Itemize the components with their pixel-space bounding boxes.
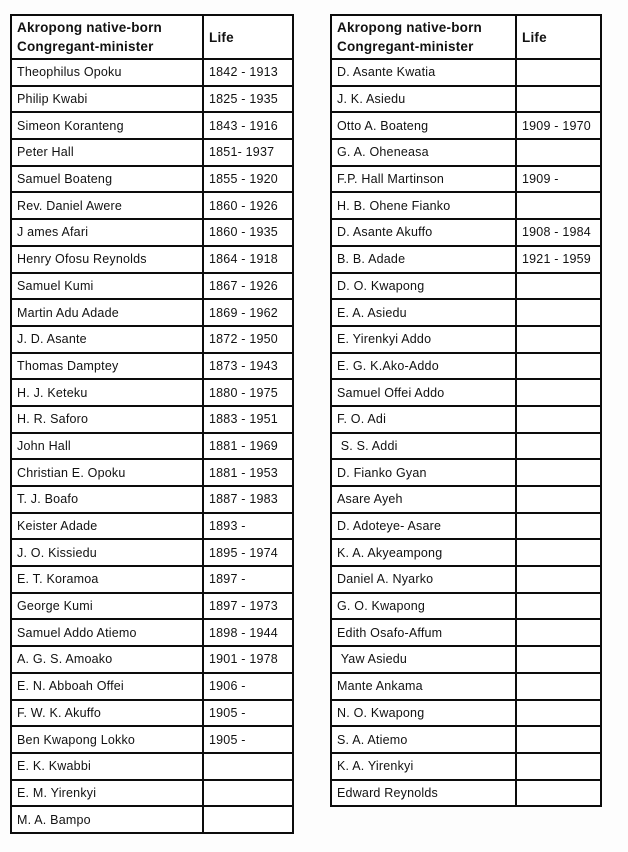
- table-row: [331, 299, 601, 326]
- life-span-cell: 1881 - 1969: [203, 433, 293, 460]
- life-span-cell: 1872 - 1950: [203, 326, 293, 353]
- table-row: [331, 406, 601, 433]
- minister-name-cell: Simeon Koranteng: [11, 112, 203, 139]
- table-row: [331, 273, 601, 300]
- table-row: [11, 246, 293, 273]
- table-row: [331, 486, 601, 513]
- table-row: [11, 192, 293, 219]
- table-row: [11, 86, 293, 113]
- life-span-cell: 1881 - 1953: [203, 459, 293, 486]
- column-header-congregant-minister: [331, 15, 516, 59]
- table-row: [331, 780, 601, 807]
- life-span-cell: [203, 780, 293, 807]
- table-row: [11, 139, 293, 166]
- life-span-cell: [516, 139, 601, 166]
- table-row: [331, 59, 601, 86]
- minister-name-cell: S. A. Atiemo: [331, 726, 516, 753]
- table-row: [331, 433, 601, 460]
- minister-name-cell: D. Asante Kwatia: [331, 59, 516, 86]
- minister-name-cell: D. O. Kwapong: [331, 273, 516, 300]
- table-row: [11, 406, 293, 433]
- life-span-cell: 1895 - 1974: [203, 539, 293, 566]
- life-span-cell: 1883 - 1951: [203, 406, 293, 433]
- minister-name-cell: J. O. Kissiedu: [11, 539, 203, 566]
- table-row: [11, 566, 293, 593]
- minister-name-cell: T. J. Boafo: [11, 486, 203, 513]
- minister-name-cell: Edith Osafo-Affum: [331, 619, 516, 646]
- life-span-cell: [516, 459, 601, 486]
- life-span-cell: [203, 753, 293, 780]
- minister-name-cell: Henry Ofosu Reynolds: [11, 246, 203, 273]
- life-span-cell: 1873 - 1943: [203, 353, 293, 380]
- life-span-cell: [516, 593, 601, 620]
- minister-name-cell: H. R. Saforo: [11, 406, 203, 433]
- minister-name-cell: J. K. Asiedu: [331, 86, 516, 113]
- life-span-cell: 1880 - 1975: [203, 379, 293, 406]
- table-row: [331, 379, 601, 406]
- table-row: [11, 539, 293, 566]
- minister-name-cell: H. B. Ohene Fianko: [331, 192, 516, 219]
- minister-name-cell: N. O. Kwapong: [331, 700, 516, 727]
- minister-name-cell: Edward Reynolds: [331, 780, 516, 807]
- life-span-cell: 1851- 1937: [203, 139, 293, 166]
- minister-name-cell: Samuel Boateng: [11, 166, 203, 193]
- life-span-cell: [516, 59, 601, 86]
- life-span-cell: [516, 780, 601, 807]
- minister-name-cell: Rev. Daniel Awere: [11, 192, 203, 219]
- life-span-cell: [516, 353, 601, 380]
- life-span-cell: 1860 - 1935: [203, 219, 293, 246]
- life-span-cell: [516, 406, 601, 433]
- minister-name-cell: Asare Ayeh: [331, 486, 516, 513]
- column-header-life: Life: [516, 15, 601, 59]
- life-span-cell: [516, 753, 601, 780]
- minister-name-cell: F.P. Hall Martinson: [331, 166, 516, 193]
- life-span-cell: [516, 726, 601, 753]
- life-span-cell: 1906 -: [203, 673, 293, 700]
- table-body: [331, 59, 601, 806]
- header-line-1: Akropong native-born: [337, 20, 482, 35]
- table-row: [11, 806, 293, 833]
- table-row: [331, 566, 601, 593]
- minister-name-cell: E. Yirenkyi Addo: [331, 326, 516, 353]
- minister-name-cell: Thomas Damptey: [11, 353, 203, 380]
- life-span-cell: 1864 - 1918: [203, 246, 293, 273]
- life-span-cell: 1867 - 1926: [203, 273, 293, 300]
- table-row: [11, 619, 293, 646]
- life-span-cell: [516, 326, 601, 353]
- life-span-cell: [516, 379, 601, 406]
- table-row: [331, 353, 601, 380]
- table-row: [331, 166, 601, 193]
- minister-name-cell: Peter Hall: [11, 139, 203, 166]
- life-span-cell: [516, 433, 601, 460]
- table-row: [331, 246, 601, 273]
- life-span-cell: 1843 - 1916: [203, 112, 293, 139]
- minister-name-cell: Samuel Kumi: [11, 273, 203, 300]
- table-row: [11, 726, 293, 753]
- life-span-cell: 1893 -: [203, 513, 293, 540]
- table-row: [331, 192, 601, 219]
- table-row: [11, 59, 293, 86]
- minister-name-cell: B. B. Adade: [331, 246, 516, 273]
- minister-name-cell: D. Adoteye- Asare: [331, 513, 516, 540]
- table-row: [331, 726, 601, 753]
- ministers-table-right: [330, 14, 602, 807]
- life-span-cell: 1901 - 1978: [203, 646, 293, 673]
- life-span-cell: 1897 - 1973: [203, 593, 293, 620]
- minister-name-cell: D. Fianko Gyan: [331, 459, 516, 486]
- table-row: [11, 459, 293, 486]
- header-line-2: Congregant-minister: [337, 39, 474, 54]
- table-body: [11, 59, 293, 833]
- minister-name-cell: E. K. Kwabbi: [11, 753, 203, 780]
- column-header-congregant-minister: [11, 15, 203, 59]
- minister-name-cell: Ben Kwapong Lokko: [11, 726, 203, 753]
- table-row: [331, 86, 601, 113]
- minister-name-cell: F. W. K. Akuffo: [11, 700, 203, 727]
- minister-name-cell: S. S. Addi: [331, 433, 516, 460]
- minister-name-cell: D. Asante Akuffo: [331, 219, 516, 246]
- life-span-cell: 1905 -: [203, 700, 293, 727]
- minister-name-cell: A. G. S. Amoako: [11, 646, 203, 673]
- table-row: [331, 139, 601, 166]
- life-span-cell: 1825 - 1935: [203, 86, 293, 113]
- minister-name-cell: Otto A. Boateng: [331, 112, 516, 139]
- life-span-cell: 1898 - 1944: [203, 619, 293, 646]
- minister-name-cell: E. G. K.Ako-Addo: [331, 353, 516, 380]
- minister-name-cell: George Kumi: [11, 593, 203, 620]
- life-span-cell: 1887 - 1983: [203, 486, 293, 513]
- table-row: [331, 753, 601, 780]
- minister-name-cell: Daniel A. Nyarko: [331, 566, 516, 593]
- minister-name-cell: Martin Adu Adade: [11, 299, 203, 326]
- minister-name-cell: J. D. Asante: [11, 326, 203, 353]
- life-span-cell: 1897 -: [203, 566, 293, 593]
- life-span-cell: [516, 619, 601, 646]
- life-span-cell: 1908 - 1984: [516, 219, 601, 246]
- minister-name-cell: Mante Ankama: [331, 673, 516, 700]
- table-row: [11, 753, 293, 780]
- header-line-2: Congregant-minister: [17, 39, 154, 54]
- life-span-cell: 1860 - 1926: [203, 192, 293, 219]
- ministers-table-left: [10, 14, 294, 834]
- table-row: [331, 326, 601, 353]
- minister-name-cell: M. A. Bampo: [11, 806, 203, 833]
- table-row: [11, 673, 293, 700]
- header-line-1: Akropong native-born: [17, 20, 162, 35]
- life-span-cell: [516, 513, 601, 540]
- minister-name-cell: Philip Kwabi: [11, 86, 203, 113]
- table-row: [11, 273, 293, 300]
- life-span-cell: [516, 486, 601, 513]
- life-span-cell: 1909 -: [516, 166, 601, 193]
- minister-name-cell: K. A. Yirenkyi: [331, 753, 516, 780]
- minister-name-cell: G. O. Kwapong: [331, 593, 516, 620]
- life-span-cell: [516, 673, 601, 700]
- table-row: [11, 780, 293, 807]
- table-row: [331, 700, 601, 727]
- table-row: [331, 112, 601, 139]
- life-span-cell: [203, 806, 293, 833]
- minister-name-cell: K. A. Akyeampong: [331, 539, 516, 566]
- minister-name-cell: E. T. Koramoa: [11, 566, 203, 593]
- life-span-cell: 1909 - 1970: [516, 112, 601, 139]
- minister-name-cell: E. M. Yirenkyi: [11, 780, 203, 807]
- life-span-cell: [516, 646, 601, 673]
- table-row: [11, 486, 293, 513]
- minister-name-cell: F. O. Adi: [331, 406, 516, 433]
- life-span-cell: 1921 - 1959: [516, 246, 601, 273]
- table-row: [331, 539, 601, 566]
- table-row: [11, 433, 293, 460]
- table-row: [331, 619, 601, 646]
- life-span-cell: 1842 - 1913: [203, 59, 293, 86]
- table-row: [11, 219, 293, 246]
- table-row: [11, 646, 293, 673]
- table-row: [11, 112, 293, 139]
- minister-name-cell: J ames Afari: [11, 219, 203, 246]
- life-span-cell: [516, 700, 601, 727]
- life-span-cell: [516, 192, 601, 219]
- table-row: [11, 353, 293, 380]
- table-header-row: [11, 15, 293, 59]
- minister-name-cell: G. A. Oheneasa: [331, 139, 516, 166]
- minister-name-cell: H. J. Keteku: [11, 379, 203, 406]
- life-span-cell: [516, 566, 601, 593]
- minister-name-cell: Samuel Addo Atiemo: [11, 619, 203, 646]
- table-row: [331, 513, 601, 540]
- table-row: [331, 219, 601, 246]
- minister-name-cell: Christian E. Opoku: [11, 459, 203, 486]
- table-row: [331, 673, 601, 700]
- minister-name-cell: E. A. Asiedu: [331, 299, 516, 326]
- minister-name-cell: E. N. Abboah Offei: [11, 673, 203, 700]
- table-row: [331, 646, 601, 673]
- life-span-cell: 1869 - 1962: [203, 299, 293, 326]
- table-row: [11, 379, 293, 406]
- minister-name-cell: Samuel Offei Addo: [331, 379, 516, 406]
- table-row: [331, 459, 601, 486]
- life-span-cell: 1905 -: [203, 726, 293, 753]
- table-header-row: [331, 15, 601, 59]
- minister-name-cell: John Hall: [11, 433, 203, 460]
- minister-name-cell: Keister Adade: [11, 513, 203, 540]
- minister-name-cell: Theophilus Opoku: [11, 59, 203, 86]
- life-span-cell: [516, 86, 601, 113]
- table-row: [11, 700, 293, 727]
- table-row: [11, 299, 293, 326]
- life-span-cell: 1855 - 1920: [203, 166, 293, 193]
- table-row: [11, 326, 293, 353]
- minister-name-cell: Yaw Asiedu: [331, 646, 516, 673]
- life-span-cell: [516, 273, 601, 300]
- column-header-life: Life: [203, 15, 293, 59]
- table-row: [11, 166, 293, 193]
- life-span-cell: [516, 299, 601, 326]
- table-row: [11, 513, 293, 540]
- table-row: [11, 593, 293, 620]
- table-row: [331, 593, 601, 620]
- life-span-cell: [516, 539, 601, 566]
